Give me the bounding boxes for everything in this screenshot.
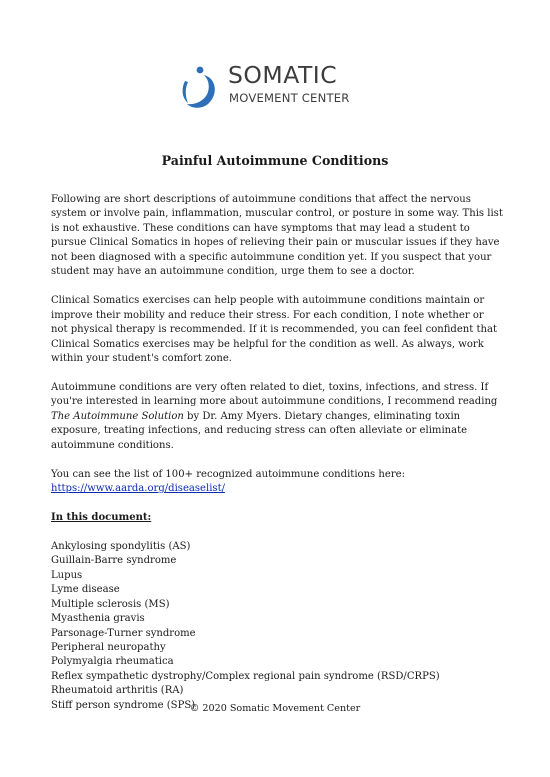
toc-item: Multiple sclerosis (MS): [51, 598, 170, 610]
toc-list: [51, 540, 503, 713]
logo-text-somatic: SOMATIC: [228, 61, 338, 89]
logo: [178, 60, 378, 110]
exercises-paragraph: Clinical Somatics exercises can help people with autoimmune conditions maintain or improve their mobility and reduce their stress. For each condition, I note whether or not physical therapy is recommended. If it is recommended, you can feel confident that Clinical Somatics exercises may be helpful for the condition as well. As always, work within your student's comfort zone.: [51, 295, 498, 364]
toc-item: Stiff person syndrome (SPS): [51, 699, 196, 711]
disease-list-link[interactable]: https://www.aarda.org/diseaselist/: [51, 483, 225, 495]
causes-text-after: by Dr. Amy Myers. Dietary changes, eliminating toxin exposure, treating infections, and reducing stress can often alleviate or eliminate autoimmune conditions.: [51, 410, 468, 451]
book-title: The Autoimmune Solution: [51, 410, 184, 422]
toc-item: Myasthenia gravis: [51, 613, 145, 625]
intro-paragraph: Following are short descriptions of autoimmune conditions that affect the nervous system or involve pain, inflammation, muscular control, or posture in some way. This list is not exhaustive. These conditions can have symptoms that may lead a student to pursue Clinical Somatics in hopes of relieving their pain or muscular issues if they have not been diagnosed with a specific autoimmune condition yet. If you suspect that your student may have an autoimmune condition, urge them to see a doctor.: [51, 194, 503, 278]
disease-list-paragraph: [51, 468, 503, 497]
page-title: Painful Autoimmune Conditions: [161, 153, 389, 168]
toc-item: Peripheral neuropathy: [51, 641, 166, 653]
document-body: [51, 193, 503, 713]
causes-text-before: Autoimmune conditions are very often related to diet, toxins, infections, and stress. If you're interested in learning more about autoimmune conditions, I recommend reading: [51, 381, 498, 408]
disease-list-text: You can see the list of 100+ recognized autoimmune conditions here:: [51, 468, 405, 480]
toc-item: Lyme disease: [51, 584, 120, 596]
toc-item: Guillain-Barre syndrome: [51, 555, 177, 567]
toc-item: Lupus: [51, 569, 83, 581]
logo-text-movement-center: MOVEMENT CENTER: [229, 91, 350, 105]
circle-swirl-logo-mark: [178, 60, 222, 110]
toc-item: Rheumatoid arthritis (RA): [51, 685, 184, 697]
toc-item: Ankylosing spondylitis (AS): [51, 540, 191, 552]
toc-item: Polymyalgia rheumatica: [51, 656, 174, 668]
toc-item: Parsonage-Turner syndrome: [51, 627, 196, 639]
footer-copyright: © 2020 Somatic Movement Center: [189, 703, 361, 714]
toc-heading: In this document:: [51, 511, 152, 523]
causes-paragraph: [51, 381, 503, 453]
toc-item: Reflex sympathetic dystrophy/Complex regional pain syndrome (RSD/CRPS): [51, 670, 440, 682]
